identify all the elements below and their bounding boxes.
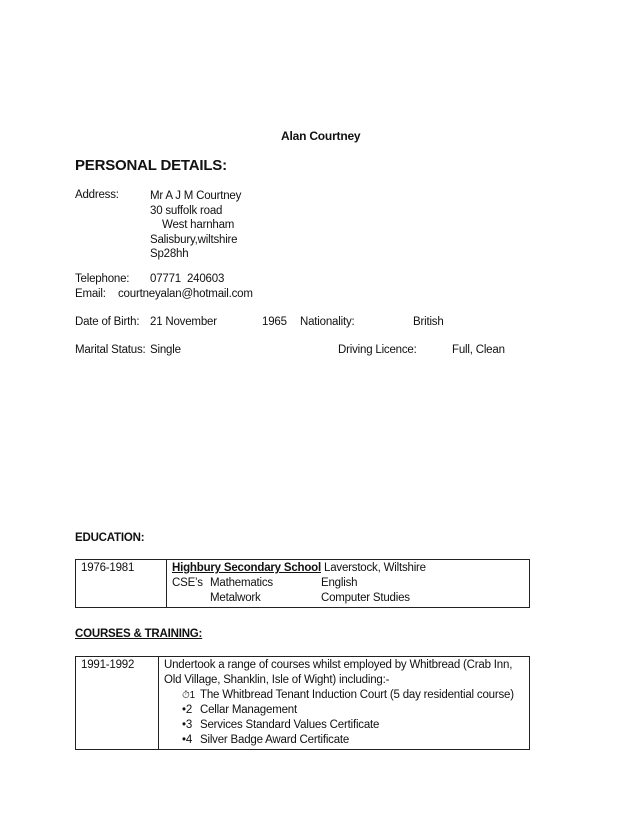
education-heading: EDUCATION:	[75, 532, 145, 544]
address-line: Mr A J M Courtney	[150, 190, 242, 202]
subject: Metalwork	[210, 592, 261, 604]
address-line: Sp28hh	[150, 248, 189, 260]
courses-heading: COURSES & TRAINING:	[75, 628, 203, 640]
table-row	[76, 560, 530, 608]
courses-period: 1991-1992	[76, 657, 159, 750]
subject: Computer Studies	[321, 592, 410, 604]
nationality-label: Nationality:	[300, 316, 355, 328]
telephone-label: Telephone:	[75, 273, 130, 285]
list-marker: •3	[182, 719, 193, 731]
dob-year: 1965	[262, 316, 287, 328]
list-item: Services Standard Values Certificate	[200, 719, 380, 731]
telephone-value: 07771 240603	[150, 273, 225, 285]
dob-label: Date of Birth:	[75, 316, 140, 328]
table-row	[76, 657, 530, 750]
list-item: Silver Badge Award Certificate	[200, 734, 350, 746]
courses-details	[159, 657, 530, 750]
address-line: Salisbury,wiltshire	[150, 233, 238, 246]
cv-name: Alan Courtney	[281, 129, 361, 143]
list-item: Cellar Management	[200, 704, 297, 716]
address-line: 30 suffolk road	[150, 204, 223, 217]
courses-intro: Undertook a range of courses whilst employed by Whitbread (Crab Inn, Old Village, Shanklin, Isle of Wight) including:-	[164, 659, 513, 686]
nationality-value: British	[413, 316, 444, 328]
qualification: CSE’s	[172, 577, 203, 589]
marital-value: Single	[150, 344, 181, 356]
education-details	[167, 560, 530, 608]
marital-label: Marital Status:	[75, 344, 146, 356]
address-label: Address:	[75, 189, 119, 201]
email-label: Email:	[75, 288, 106, 300]
address-line: West harnham	[162, 219, 235, 231]
subject: Mathematics	[210, 577, 273, 589]
subject: English	[321, 577, 358, 589]
education-table	[75, 559, 530, 608]
list-marker: ⏱1	[182, 690, 195, 701]
licence-label: Driving Licence:	[338, 344, 417, 356]
address-block	[150, 189, 241, 262]
licence-value: Full, Clean	[452, 344, 505, 356]
email-value[interactable]: courtneyalan@hotmail.com	[118, 288, 253, 300]
courses-table	[75, 656, 530, 750]
education-period: 1976-1981	[76, 560, 167, 608]
list-item: The Whitbread Tenant Induction Court (5 day residential course)	[200, 689, 514, 701]
school-location: Laverstock, Wiltshire	[324, 562, 426, 574]
school-name: Highbury Secondary School	[172, 562, 321, 574]
dob-day: 21 November	[150, 316, 217, 328]
personal-heading: PERSONAL DETAILS:	[75, 157, 227, 174]
list-marker: •4	[182, 734, 193, 746]
list-marker: •2	[182, 704, 193, 716]
